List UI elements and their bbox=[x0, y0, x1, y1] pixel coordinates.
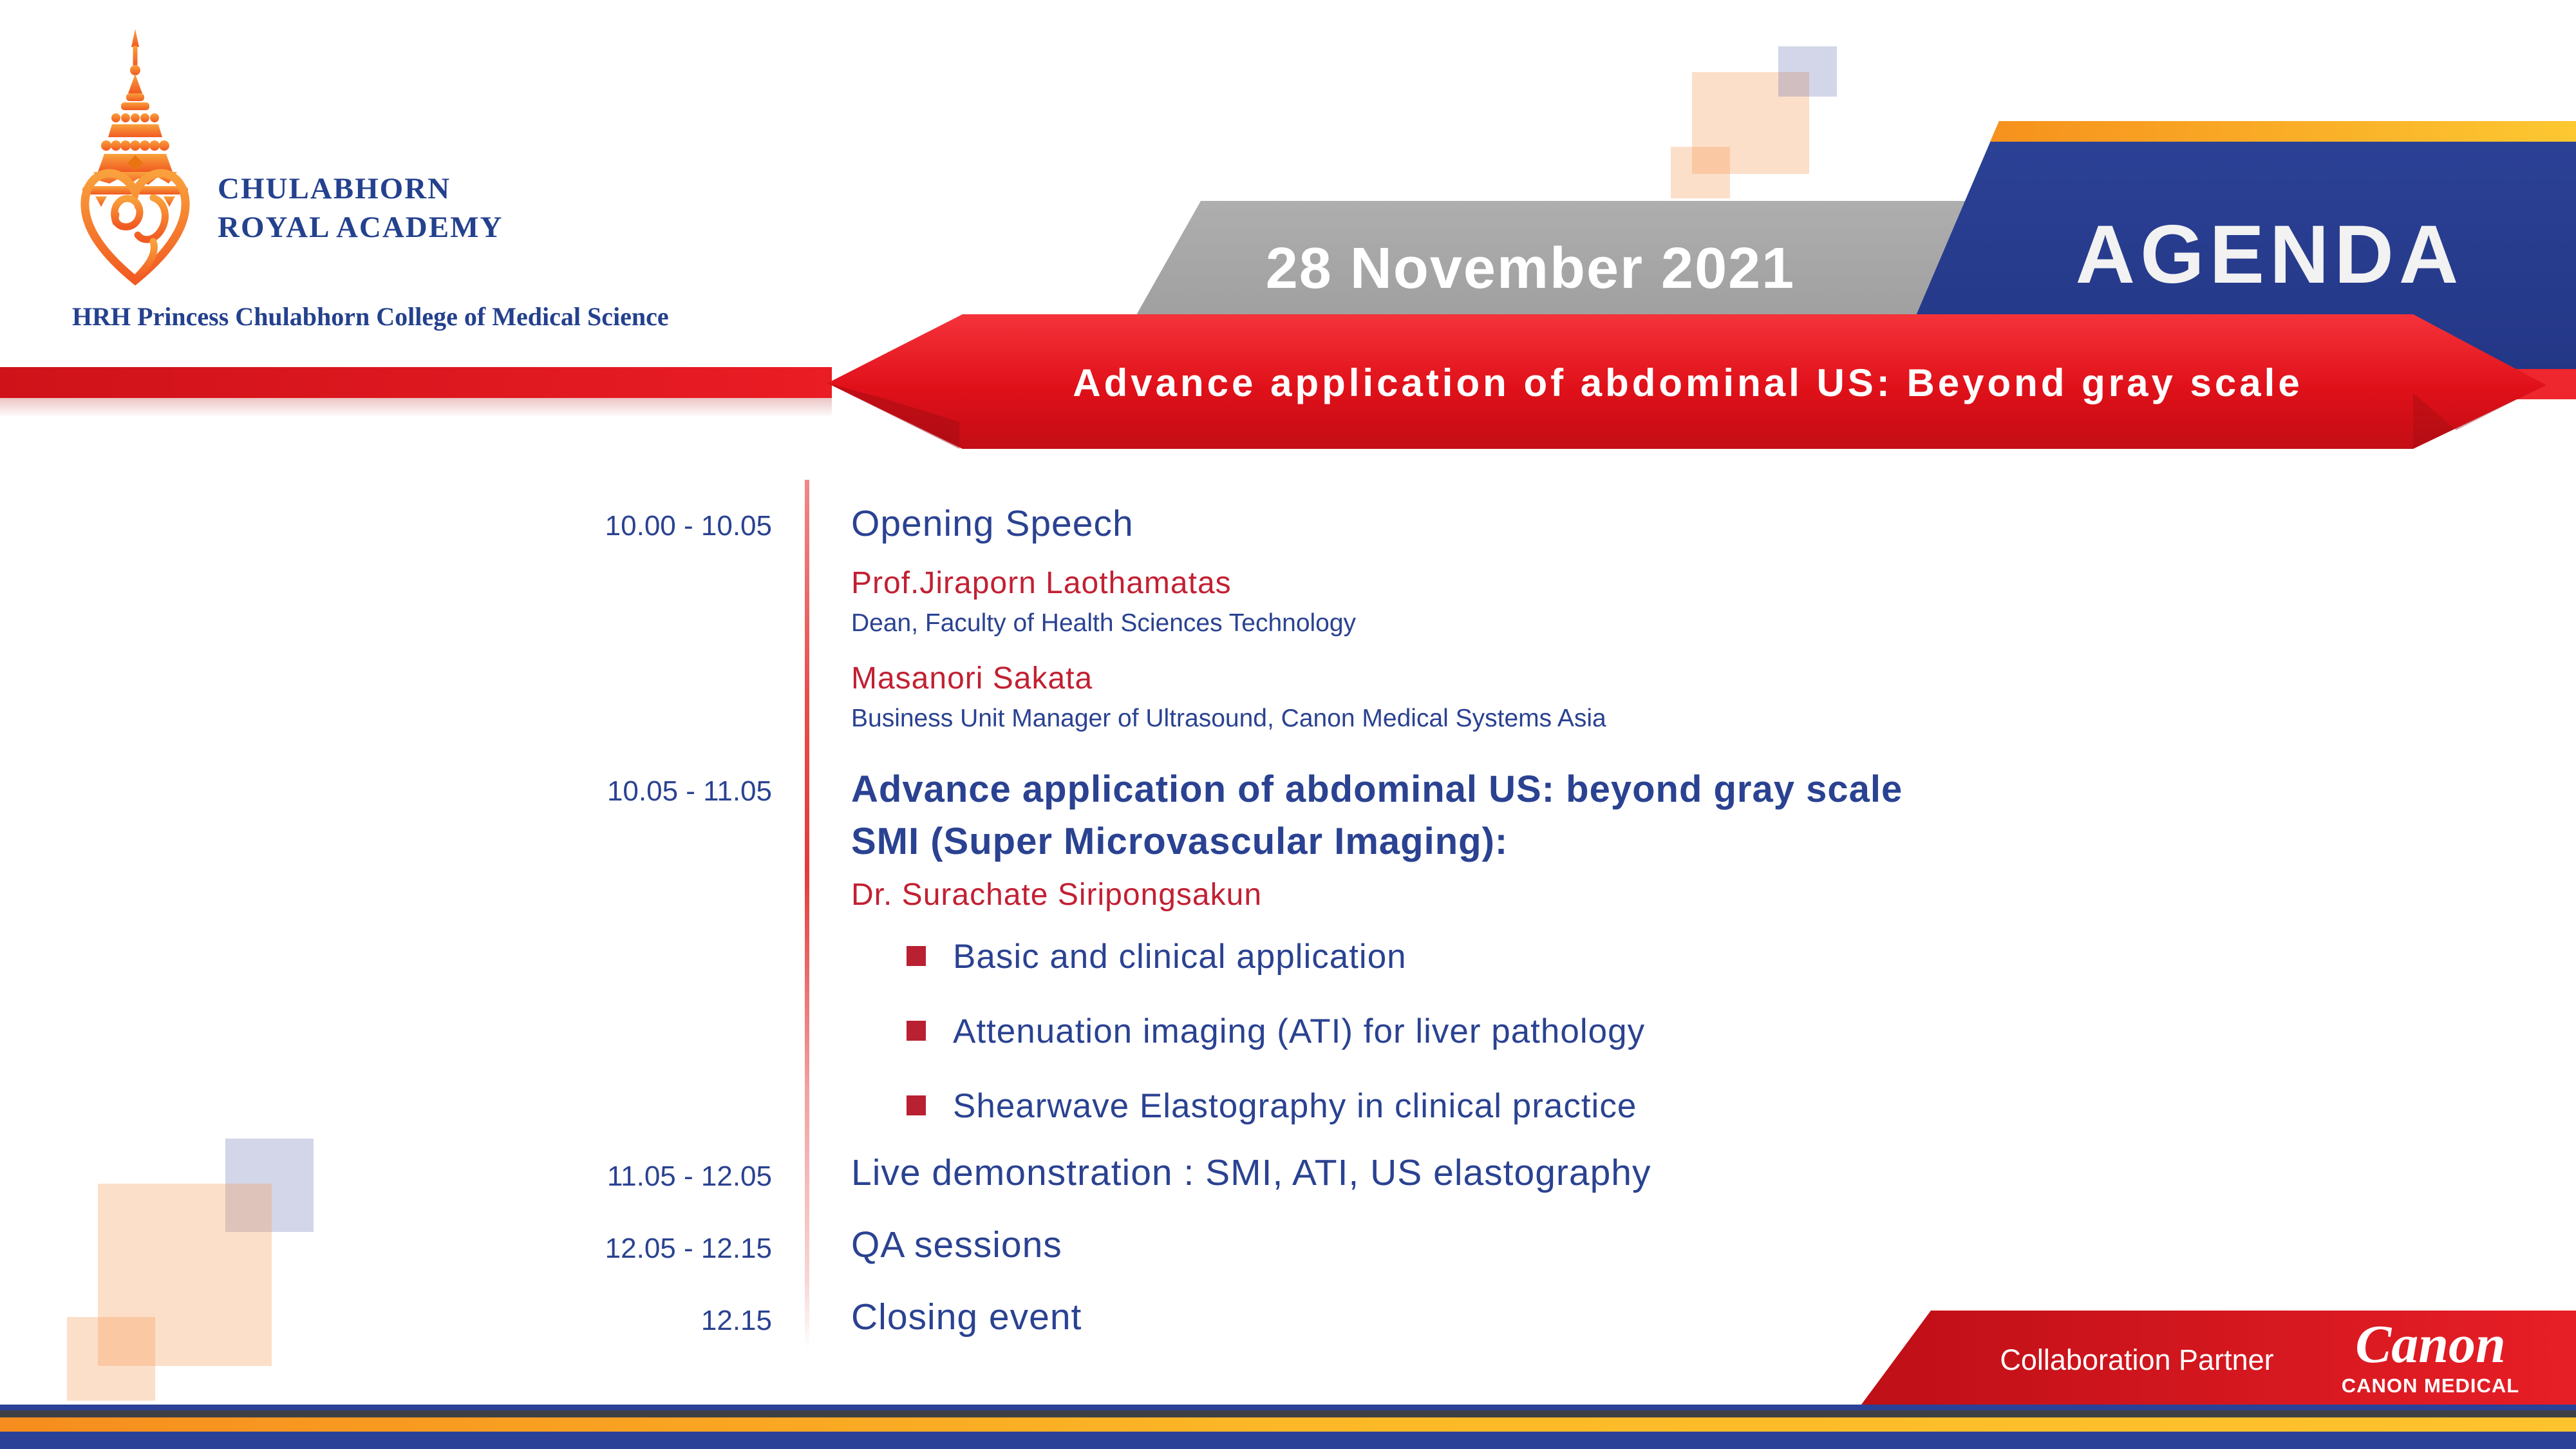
topic-item: Attenuation imaging (ATI) for liver pathology bbox=[953, 1012, 1646, 1050]
bullet-square-icon bbox=[907, 1095, 926, 1115]
deco-squares-bottom bbox=[67, 1139, 314, 1401]
academy-emblem bbox=[82, 29, 188, 280]
college-subtitle: HRH Princess Chulabhorn College of Medical Science bbox=[72, 302, 669, 331]
timeline-divider bbox=[805, 480, 809, 1349]
session-time: 12.05 - 12.15 bbox=[605, 1233, 772, 1264]
session-title: Closing event bbox=[851, 1296, 1082, 1338]
footer-stripes bbox=[0, 1405, 2576, 1449]
topic-item: Shearwave Elastography in clinical practice bbox=[953, 1087, 1637, 1125]
academy-name-line1: CHULABHORN bbox=[218, 172, 451, 205]
canon-medical-label: CANON MEDICAL bbox=[2341, 1374, 2520, 1397]
session-time: 10.05 - 11.05 bbox=[606, 775, 772, 807]
session-title: Live demonstration : SMI, ATI, US elastography bbox=[851, 1152, 1651, 1193]
session-time: 12.15 bbox=[700, 1305, 772, 1336]
speaker-name: Prof.Jiraporn Laothamatas bbox=[851, 566, 1232, 600]
event-title: Advance application of abdominal US: Beyond gray scale bbox=[1073, 361, 2303, 404]
deco-squares-top bbox=[1671, 46, 1837, 198]
session-time: 11.05 - 12.05 bbox=[606, 1160, 772, 1192]
session-title bbox=[851, 763, 1903, 867]
agenda-heading: AGENDA bbox=[2075, 209, 2464, 301]
canon-logo: Canon bbox=[2355, 1314, 2506, 1374]
session-time: 10.00 - 10.05 bbox=[605, 510, 772, 542]
speaker-name: Masanori Sakata bbox=[851, 661, 1093, 696]
bullet-square-icon bbox=[907, 1021, 926, 1041]
partner-label: Collaboration Partner bbox=[2000, 1343, 2274, 1376]
bullet-square-icon bbox=[907, 946, 926, 966]
topic-item: Basic and clinical application bbox=[953, 938, 1407, 976]
speaker-role: Business Unit Manager of Ultrasound, Canon Medical Systems Asia bbox=[851, 705, 1606, 732]
speaker-role: Dean, Faculty of Health Sciences Technology bbox=[851, 609, 1357, 637]
event-date: 28 November 2021 bbox=[1265, 236, 1796, 301]
session-title-line2: SMI (Super Microvascular Imaging): bbox=[851, 820, 1509, 862]
session-title: Opening Speech bbox=[851, 503, 1134, 544]
speaker-name: Dr. Surachate Siripongsakun bbox=[851, 878, 1263, 912]
agenda-panel-accent bbox=[1990, 121, 2576, 142]
session-title: QA sessions bbox=[851, 1224, 1062, 1265]
academy-name-line2: ROYAL ACADEMY bbox=[218, 211, 503, 244]
session-title-line1: Advance application of abdominal US: beyond gray scale bbox=[851, 768, 1903, 810]
